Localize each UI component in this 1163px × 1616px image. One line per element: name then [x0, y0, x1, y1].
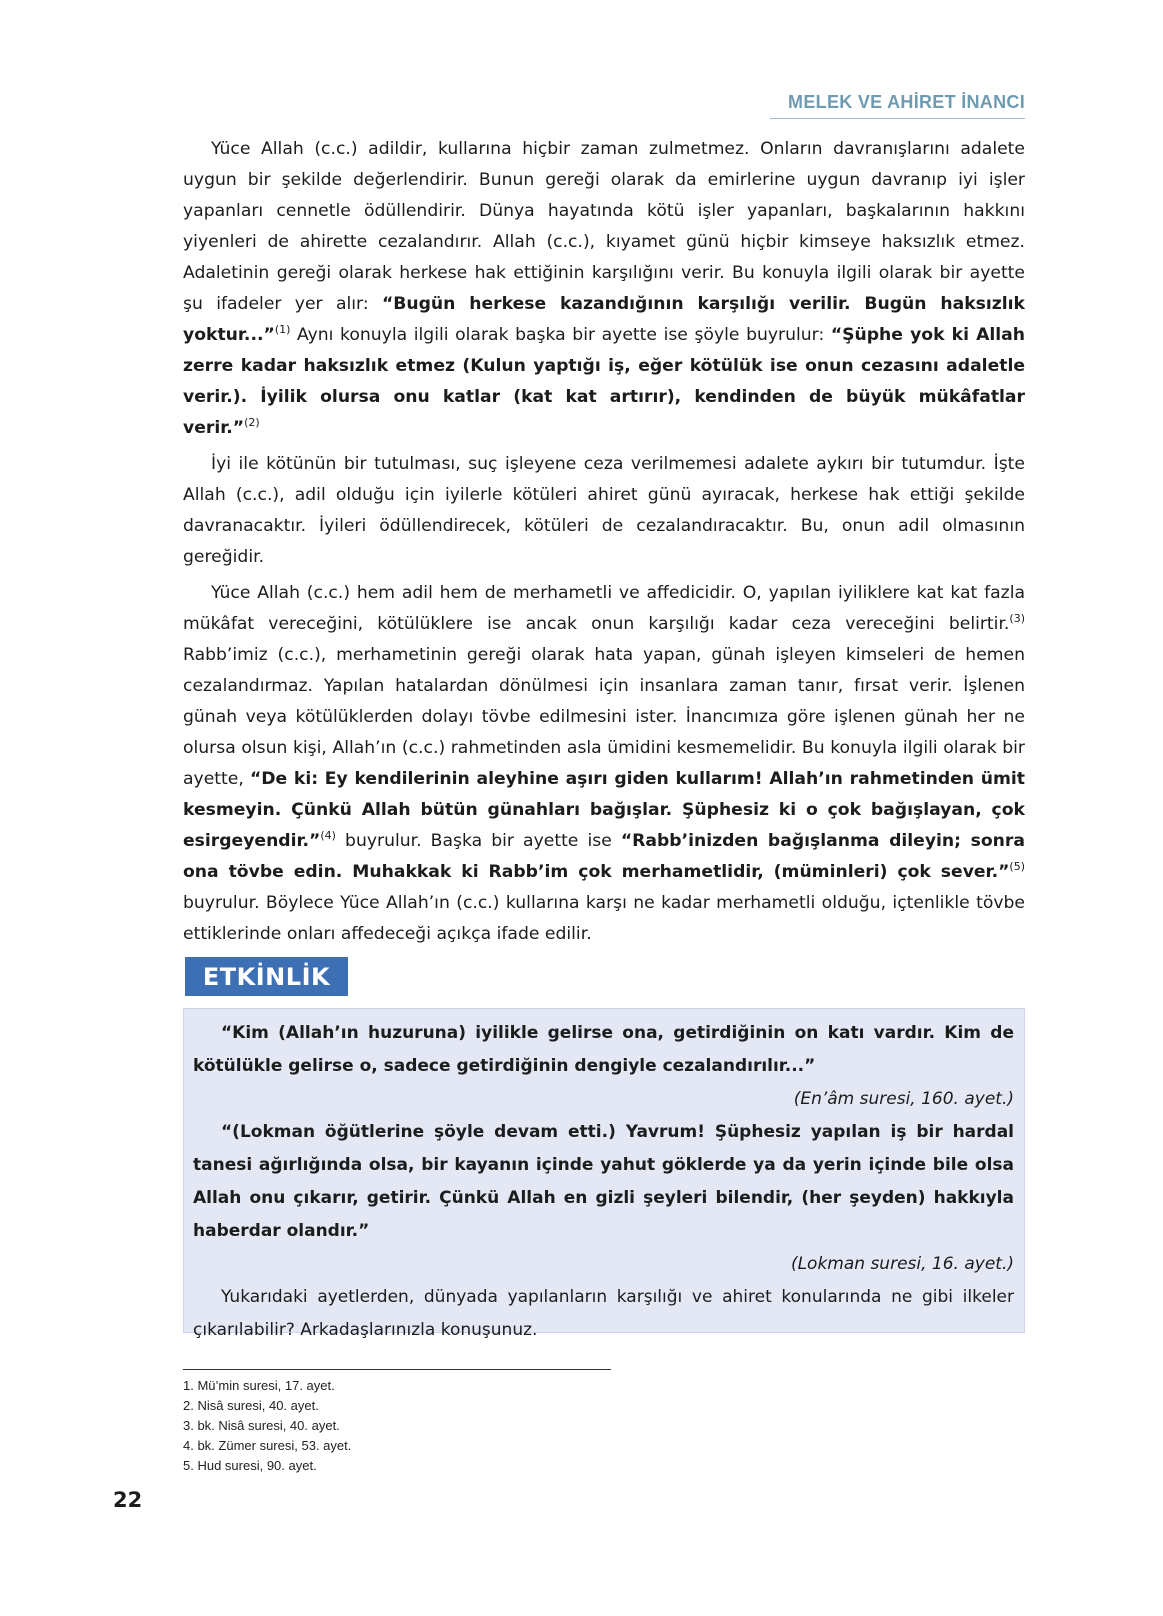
activity-source-1: (En’âm suresi, 160. ayet.)	[793, 1089, 1014, 1109]
footnote-rule	[183, 1369, 611, 1370]
footnote-ref: (2)	[244, 416, 260, 429]
verse-quote: “Bugün herkese kazandığının karşılığı verilir. Bugün haksızlık yoktur...”	[183, 294, 1025, 345]
activity-question: Yukarıdaki ayetlerden, dünyada yapılanların karşılığı ve ahiret konularında ne gibi ilkeler çıkarılabilir? Arkadaşlarınızla konuşunuz.	[193, 1287, 1014, 1340]
footnote: 4. bk. Zümer suresi, 53. ayet.	[183, 1438, 352, 1453]
footnote-ref: (5)	[1009, 860, 1025, 873]
verse-quote: “Şüphe yok ki Allah zerre kadar haksızlık etmez (Kulun yaptığı iş, eğer kötülük ise onun cezasını adaletle verir.). İyilik olursa onu katlar (kat kat artırır), kendinden de büyük mükâfatlar verir.”	[183, 325, 1025, 438]
header-rule	[770, 118, 1025, 119]
footnote: 1. Mü’min suresi, 17. ayet.	[183, 1378, 335, 1393]
footnotes	[183, 1376, 351, 1476]
footnote-ref: (1)	[274, 323, 291, 336]
main-text	[183, 134, 1025, 955]
activity-quote-2: “(Lokman öğütlerine şöyle devam etti.) Yavrum! Şüphesiz yapılan iş bir hardal tanesi ağırlığında olsa, bir kayanın içinde yahut göklerde ya da yerin içinde bile olsa Allah onu çıkarır, getirir. Çünkü Allah en gizli şeyleri bilendir, (her şeyden) hakkıyla haberdar olandır.”	[193, 1122, 1014, 1241]
footnote: 2. Nisâ suresi, 40. ayet.	[183, 1398, 319, 1413]
activity-box	[183, 1008, 1025, 1340]
activity-quote-1: “Kim (Allah’ın huzuruna) iyilikle gelirse ona, getirdiğinin on katı vardır. Kim de kötülükle gelirse o, sadece getirdiğinin dengiyle cezalandırılır...”	[193, 1023, 1014, 1076]
paragraph-3: Yüce Allah (c.c.) hem adil hem de merhametli ve affedicidir. O, yapılan iyiliklere kat kat fazla mükâfat vereceğini, kötülüklere ise ancak onun karşılığı kadar ceza vereceğini belirtir.$^{(3)}$ Rabb’imiz (c.c.), merhametinin gereği olarak hata yapan, günah işleyen kimseleri de hemen cezalandırmaz. Yapılan hatalardan dönülmesi için insanlara zaman tanır, fırsat verir. İşlenen günah veya kötülüklerden dolayı tövbe edilmesini ister. İnancımıza göre işlenen günah her ne olursa olsun kişi, Allah’ın (c.c.) rahmetinden asla ümidini kesmemelidir. Bu konuyla ilgili olarak bir ayette, “De ki: Ey kendilerinin aleyhine aşırı giden kullarım! Allah’ın rahmetinden ümit kesmeyin. Çünkü Allah bütün günahları bağışlar. Şüphesiz ki o çok bağışlayan, çok esirgeyendir.”$^{(4)}$ buyrulur. Başka bir ayette ise “Rabb’inizden bağışlanma dileyin; sonra ona tövbe edin. Muhakkak ki Rabb’im çok merhametlidir, (müminleri) çok sever.”$^{(5)}$ buyrulur. Böylece Yüce Allah’ın (c.c.) kullarına karşı ne kadar merhametli olduğu, içtenlikle tövbe ettiklerinde onları affedeceği açıkça ifade edilir.	[183, 583, 1025, 944]
paragraph-2: İyi ile kötünün bir tutulması, suç işleyene ceza verilmemesi adalete aykırı bir tutumdur. İşte Allah (c.c.), adil olduğu için iyilerle kötüleri ahiret günü ayıracak, herkese hak ettiği şekilde davranacaktır. İyileri ödüllendirecek, kötüleri de cezalandıracaktır. Bu, onun adil olmasının gereğidir.	[183, 454, 1025, 567]
page-number: 22	[113, 1488, 143, 1512]
paragraph-1: Yüce Allah (c.c.) adildir, kullarına hiçbir zaman zulmetmez. Onların davranışlarını adalete uygun bir şekilde değerlendirir. Bunun gereği olarak da emirlerine uygun davranıp iyi işler yapanları cennetle ödüllendirir. Dünya hayatında kötü işler yapanları, başkalarının hakkını yiyenleri de ahirette cezalandırır. Allah (c.c.), kıyamet günü hiçbir kimseye haksızlık etmez. Adaletinin gereği olarak herkese hak ettiğinin karşılığını verir. Bu konuyla ilgili olarak bir ayette şu ifadeler yer alır: “Bugün herkese kazandığının karşılığı verilir. Bugün haksızlık yoktur...”$^{(1)}$ Aynı konuyla ilgili olarak başka bir ayette ise şöyle buyrulur: “Şüphe yok ki Allah zerre kadar haksızlık etmez (Kulun yaptığı iş, eğer kötülük ise onun cezasını adaletle verir.). İyilik olursa onu katlar (kat kat artırır), kendinden de büyük mükâfatlar verir.”$^{(2)}$	[183, 139, 1025, 438]
chapter-header: MELEK VE AHİRET İNANCI	[788, 92, 1025, 112]
activity-source-2: (Lokman suresi, 16. ayet.)	[790, 1254, 1014, 1274]
activity-title: ETKİNLİK	[185, 957, 348, 996]
footnote-ref: (3)	[1009, 612, 1025, 625]
verse-quote: “Rabb’inizden bağışlanma dileyin; sonra ona tövbe edin. Muhakkak ki Rabb’im çok merhametlidir, (müminleri) çok sever.”	[183, 831, 1025, 882]
footnote-ref: (4)	[320, 829, 336, 842]
footnote: 3. bk. Nisâ suresi, 40. ayet.	[183, 1418, 340, 1433]
verse-quote: “De ki: Ey kendilerinin aleyhine aşırı giden kullarım! Allah’ın rahmetinden ümit kesmeyin. Çünkü Allah bütün günahları bağışlar. Şüphesiz ki o çok bağışlayan, çok esirgeyendir.”	[183, 769, 1025, 851]
footnote: 5. Hud suresi, 90. ayet.	[183, 1458, 317, 1473]
